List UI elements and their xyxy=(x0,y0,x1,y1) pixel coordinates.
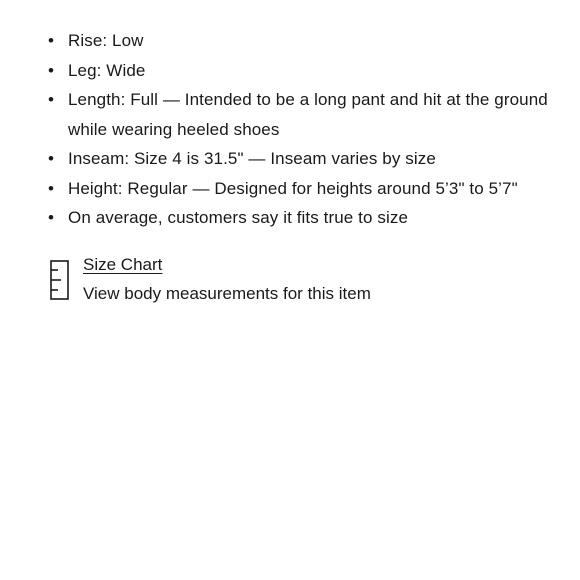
fit-detail-text: Inseam: Size 4 is 31.5" — Inseam varies by size xyxy=(68,149,436,168)
fit-detail-text: Height: Regular — Designed for heights around 5’3" to 5’7" xyxy=(68,178,518,198)
fit-detail-true-to-size xyxy=(48,203,568,233)
fit-detail-leg xyxy=(48,56,568,86)
fit-detail-height xyxy=(48,174,568,204)
fit-detail-inseam xyxy=(48,144,568,174)
bullet: • xyxy=(48,208,55,227)
bullet: • xyxy=(48,31,55,50)
size-chart-text xyxy=(83,250,371,308)
fit-details-list xyxy=(48,26,568,233)
size-chart-section xyxy=(50,250,371,308)
bullet: • xyxy=(48,178,55,198)
bullet: • xyxy=(48,60,55,80)
bullet: • xyxy=(48,90,55,109)
fit-detail-text: Length: Full — Intended to be a long pant and hit at the ground while wearing heeled shoes xyxy=(68,90,548,139)
size-chart-description: View body measurements for this item xyxy=(83,284,371,303)
fit-detail-length xyxy=(48,85,568,144)
fit-detail-rise xyxy=(48,26,568,56)
fit-detail-text: Rise: Low xyxy=(68,31,144,50)
fit-detail-text: Leg: Wide xyxy=(68,60,146,80)
fit-details xyxy=(48,26,568,233)
fit-detail-text: On average, customers say it fits true to size xyxy=(68,208,409,227)
ruler-icon xyxy=(50,260,69,300)
size-chart-link[interactable]: Size Chart xyxy=(83,255,163,274)
bullet: • xyxy=(48,149,55,168)
